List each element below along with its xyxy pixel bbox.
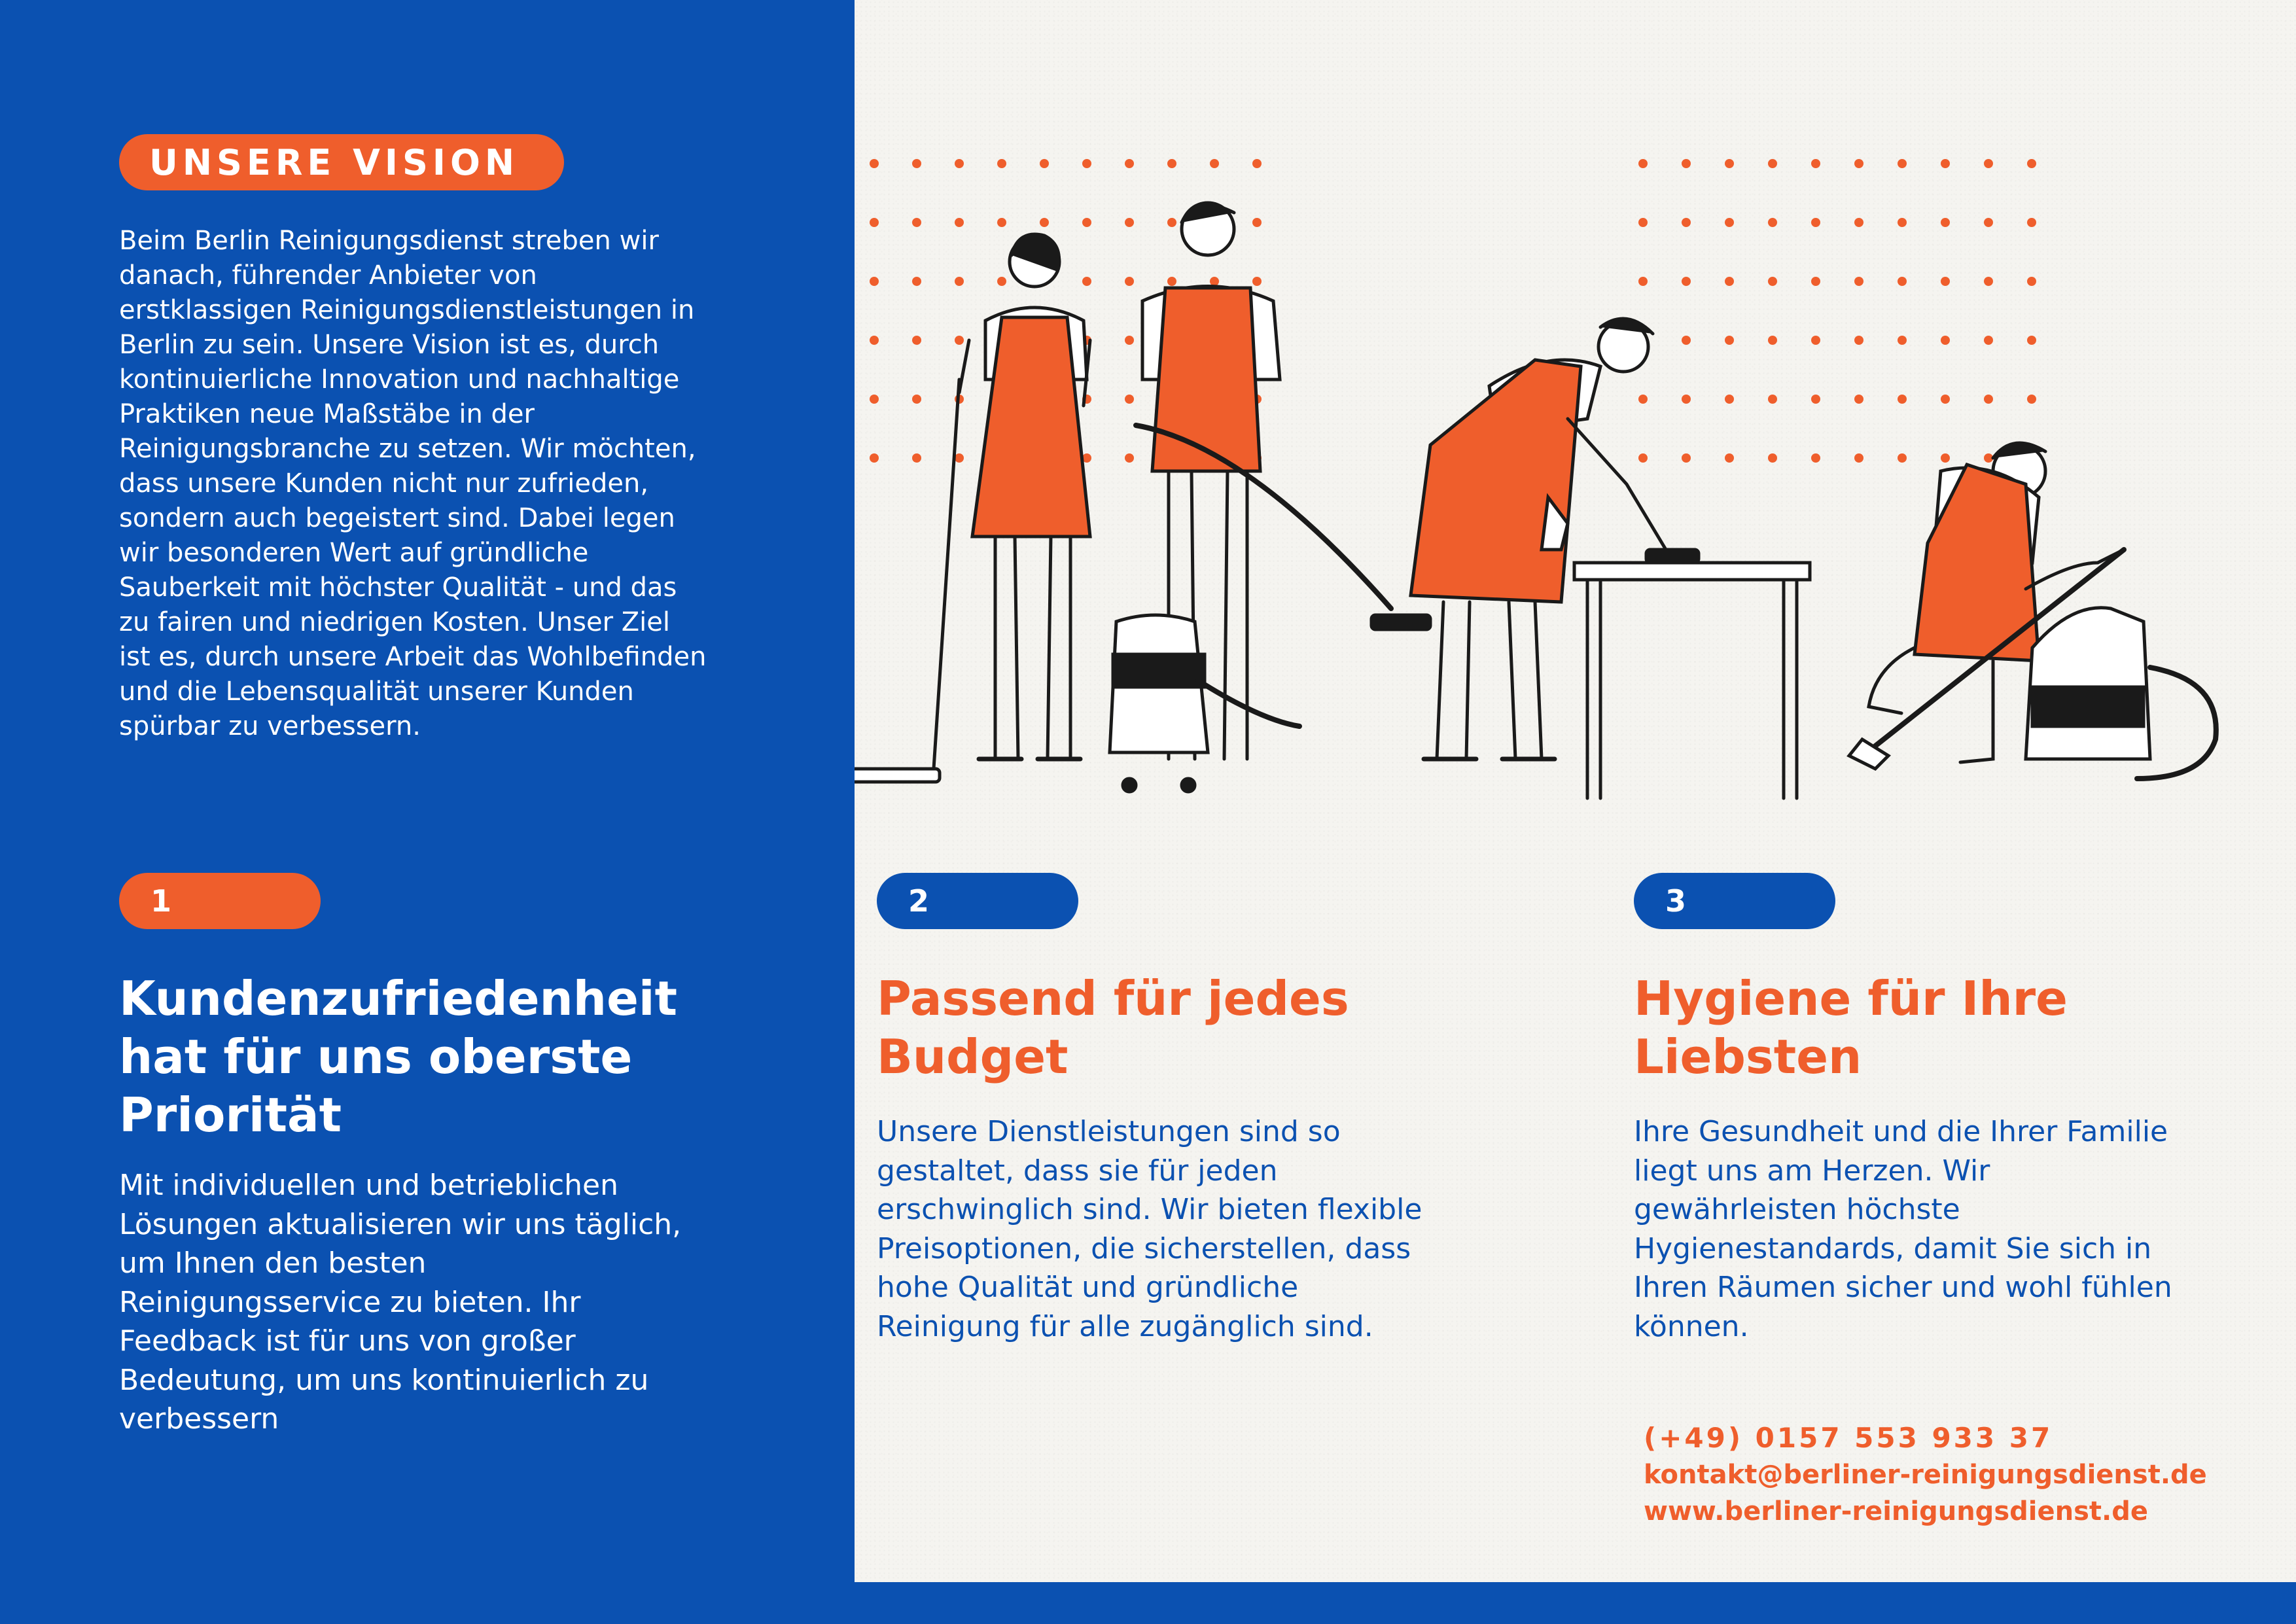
decor-dot	[1768, 218, 1777, 227]
decor-dot	[1768, 395, 1777, 404]
woman-with-mop	[855, 234, 1090, 782]
decor-dot	[2027, 218, 2036, 227]
feature-2-text: Unsere Dienstleistungen sind so gestaltet, dass sie für jeden erschwinglich sind. Wir bieten flexible Preisoptionen, die sicherstellen, dass hohe Qualität und gründliche Reinigung für alle zugänglich sind.	[877, 1115, 1422, 1343]
vision-text: Beim Berlin Reinigungsdienst streben wir danach, führender Anbieter von erstklassigen Reinigungsdienstleistungen in Berlin zu sein. Unsere Vision ist es, durch kontinuierliche Innovation und nachhaltige Praktiken neue Maßstäbe in der Reinigungsbranche zu setzen. Wir möchten, dass unsere Kunden nicht nur zufrieden, sondern auch begeistert sind. Dabei legen wir besonderen Wert auf gründliche Sauberkeit mit höchster Qualität - und das zu fairen und niedrigen Kosten. Unser Ziel ist es, durch unsere Arbeit das Wohlbefinden und die Lebensqualität unserer Kunden spürbar zu verbessern.	[119, 226, 707, 741]
decor-dot	[1768, 277, 1777, 286]
vision-label-badge	[119, 134, 564, 190]
decor-dot	[1811, 336, 1820, 345]
decor-dot	[1167, 159, 1176, 168]
decor-dot	[1811, 453, 1820, 463]
decor-dot	[1768, 453, 1777, 463]
feature-2-number-badge	[877, 873, 1078, 929]
decor-dot	[912, 336, 921, 345]
feature-2-title: Passend für jedes Budget	[877, 971, 1349, 1084]
decor-dot	[1984, 159, 1993, 168]
decor-dot	[1682, 218, 1691, 227]
decor-dot	[912, 395, 921, 404]
decor-dot	[1682, 395, 1691, 404]
decor-dot	[955, 159, 964, 168]
decor-dot	[1638, 159, 1648, 168]
decor-dot	[997, 277, 1006, 286]
contact-block	[1644, 1420, 2207, 1530]
decor-dot	[1082, 277, 1091, 286]
decor-dot	[1768, 159, 1777, 168]
decor-dot	[1725, 218, 1734, 227]
decor-dot	[1811, 218, 1820, 227]
feature-1-number: 1	[150, 883, 172, 919]
decor-dot	[870, 336, 879, 345]
decor-dot	[1941, 277, 1950, 286]
decor-dot	[1725, 395, 1734, 404]
decor-dot	[1898, 336, 1907, 345]
decor-dot	[1811, 395, 1820, 404]
contact-email[interactable]: kontakt@berliner-reinigungsdienst.de	[1644, 1460, 2207, 1490]
decor-dot	[1854, 395, 1863, 404]
feature-3-number-badge	[1634, 873, 1835, 929]
decor-dot	[1941, 395, 1950, 404]
decor-dot	[1941, 453, 1950, 463]
feature-1-title: Kundenzufriedenheit hat für uns oberste Priorität	[119, 971, 677, 1142]
decor-dot	[1984, 336, 1993, 345]
decor-dot	[1725, 453, 1734, 463]
decor-dot	[955, 336, 964, 345]
decor-dot	[1682, 277, 1691, 286]
feature-2-number: 2	[908, 883, 930, 919]
contact-website[interactable]: www.berliner-reinigungsdienst.de	[1644, 1496, 2148, 1527]
decor-dot	[1941, 218, 1950, 227]
decor-dot	[1125, 277, 1134, 286]
decor-dot	[1082, 159, 1091, 168]
feature-3-text: Ihre Gesundheit und die Ihrer Familie liegt uns am Herzen. Wir gewährleisten höchste Hygienestandards, damit Sie sich in Ihren Räumen sicher und wohl fühlen können.	[1634, 1115, 2172, 1343]
bottom-bar	[855, 1582, 2296, 1624]
decor-dot	[2027, 395, 2036, 404]
feature-3-number: 3	[1665, 883, 1687, 919]
decor-dot	[1984, 277, 1993, 286]
decor-dot	[2027, 336, 2036, 345]
decor-dot	[912, 277, 921, 286]
decor-dot	[1941, 159, 1950, 168]
decor-dot	[1682, 159, 1691, 168]
decor-dot	[1125, 395, 1134, 404]
contact-phone[interactable]: (+49) 0157 553 933 37	[1644, 1422, 2053, 1454]
decor-dot	[1768, 336, 1777, 345]
decor-dot	[2027, 277, 2036, 286]
decor-dot	[1984, 395, 1993, 404]
decor-dot	[1898, 395, 1907, 404]
decor-dot	[1167, 277, 1176, 286]
woman-cleaning-table	[1411, 319, 1810, 798]
decor-dot	[1854, 218, 1863, 227]
decor-dot	[1682, 336, 1691, 345]
decor-dot	[955, 218, 964, 227]
decor-dot	[2027, 159, 2036, 168]
feature-1-number-badge	[119, 873, 321, 929]
decor-dot	[1252, 159, 1262, 168]
decor-dot	[1252, 218, 1262, 227]
decor-dot	[955, 453, 964, 463]
decor-dot	[912, 218, 921, 227]
decor-dot	[1811, 277, 1820, 286]
decor-dot	[997, 218, 1006, 227]
decor-dot	[1040, 218, 1049, 227]
decor-dot	[1125, 218, 1134, 227]
decor-dot	[912, 453, 921, 463]
decor-dot	[1682, 453, 1691, 463]
decor-dot	[1898, 159, 1907, 168]
decor-dot	[1725, 336, 1734, 345]
decor-dot	[1811, 159, 1820, 168]
decor-dot	[1125, 453, 1134, 463]
decor-dot	[1167, 218, 1176, 227]
decor-dot	[1854, 336, 1863, 345]
decor-dot	[870, 159, 879, 168]
feature-1-text: Mit individuellen und betrieblichen Lösungen aktualisieren wir uns täglich, um Ihnen den besten Reinigungsservice zu bieten. Ihr Feedback ist für uns von großer Bedeutung, um uns kontinuierlich zu verbessern	[119, 1169, 682, 1436]
feature-3-title: Hygiene für Ihre Liebsten	[1634, 971, 2068, 1084]
decor-dot	[1040, 159, 1049, 168]
decor-dot	[1082, 218, 1091, 227]
decor-dot	[1854, 453, 1863, 463]
decor-dot	[1638, 218, 1648, 227]
decor-dot	[1210, 159, 1219, 168]
decor-dot	[997, 159, 1006, 168]
decor-dot	[1898, 218, 1907, 227]
decor-dot	[1125, 336, 1134, 345]
decor-dot	[870, 453, 879, 463]
decor-dot	[1210, 277, 1219, 286]
decor-dot	[1854, 277, 1863, 286]
decor-dot	[1125, 159, 1134, 168]
decor-dot	[870, 218, 879, 227]
man-with-vacuum	[1110, 203, 1430, 792]
decor-dot	[955, 277, 964, 286]
decor-dot	[1252, 277, 1262, 286]
decor-dot	[1638, 395, 1648, 404]
kneeling-man-with-vacuum	[1849, 443, 2216, 779]
decor-dot	[1725, 159, 1734, 168]
decor-dot	[1984, 218, 1993, 227]
decor-dot	[1638, 453, 1648, 463]
decor-dot	[1898, 453, 1907, 463]
decor-dot	[1898, 277, 1907, 286]
decor-dot	[1638, 277, 1648, 286]
decor-dot	[912, 159, 921, 168]
vision-label: UNSERE VISION	[149, 141, 520, 183]
decor-dot	[1725, 277, 1734, 286]
decor-dot	[1854, 159, 1863, 168]
decor-dot	[870, 395, 879, 404]
cleaning-staff-illustration	[855, 131, 2296, 811]
decor-dot	[870, 277, 879, 286]
decor-dot	[1941, 336, 1950, 345]
